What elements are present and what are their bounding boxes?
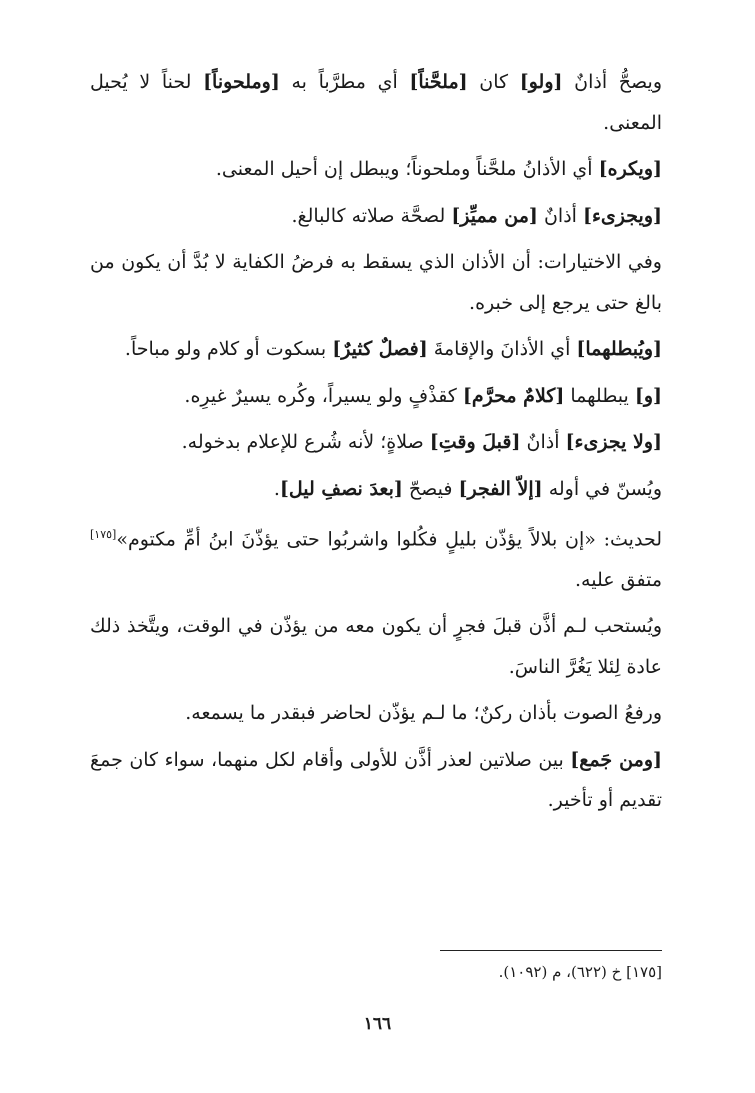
matn-text: [ولو] [519, 71, 563, 93]
sharh-text: أي مطرَّباً به [279, 71, 410, 93]
matn-text: [ويكره] [598, 158, 662, 180]
footnote-separator [440, 950, 662, 951]
matn-text: [قبلَ وقتِ] [429, 431, 521, 453]
sharh-text: صلاةٍ؛ لأنه شُرع للإعلام بدخوله. [181, 431, 430, 453]
paragraph [90, 376, 662, 417]
paragraph [90, 469, 662, 510]
paragraph [90, 515, 662, 600]
sharh-text: . [273, 477, 280, 500]
paragraph [90, 740, 662, 821]
sharh-text: كقذْفٍ ولو يسيراً، وكُره يسيرٌ غيرِه. [184, 384, 463, 407]
matn-text: [كلامٌ محرَّم] [462, 384, 565, 407]
paragraph [90, 693, 662, 734]
sharh-text: بسكوت أو كلام ولو مباحاً. [124, 338, 333, 360]
sharh-text: متفق عليه. [575, 568, 662, 591]
matn-text: [فصلٌ كثيرٌ] [332, 338, 428, 360]
paragraph [90, 422, 662, 463]
sharh-text: لحناً لا يُحيل المعنى. [90, 71, 662, 134]
sharh-text: أذانٌ [520, 431, 566, 453]
paragraph [90, 196, 662, 237]
sharh-text: ويُستحب لـم أذَّن قبلَ فجرٍ أن يكون معه من يؤذّن في الوقت، ويتَّخذ ذلك عادة لِئلا يَغُرَّ الناسَ. [90, 615, 662, 678]
matn-text: [ولا يجزىء] [565, 431, 662, 453]
body-text [90, 62, 662, 827]
sharh-text: ويصحُّ أذانٌ [562, 71, 662, 93]
matn-text: [وملحوناً] [203, 71, 280, 93]
sharh-text: ورفعُ الصوت بأذان ركنٌ؛ ما لـم يؤذّن لحاضر فبقدر ما يسمعه. [185, 702, 662, 725]
paragraph [90, 242, 662, 323]
paragraph [90, 606, 662, 687]
matn-text: [إلاّ الفجر] [458, 477, 543, 500]
matn-text: [بعدَ نصفِ ليل] [279, 477, 403, 500]
sharh-text: أي الأذانُ ملحَّناً وملحوناً؛ ويبطل إن أحيل المعنى. [215, 158, 599, 180]
sharh-text: لحديث: «إن بلالاً يؤذّن بليلٍ فكُلوا واشربُوا حتى يؤذّنَ ابنُ أمِّ مكتوم» [116, 528, 662, 551]
sharh-text: لصحَّة صلاته كالبالغ. [291, 204, 452, 227]
page-number: ١٦٦ [363, 1014, 392, 1034]
sharh-text: كان [467, 71, 520, 93]
sharh-text: بين صلاتين لعذر أذَّن للأولى وأقام لكل منهما، سواء كان جمعَ تقديم أو تأخير. [90, 748, 662, 812]
sharh-text: أذانٌ [537, 204, 583, 227]
sharh-text: وفي الاختيارات: أن الأذان الذي يسقط به فرضُ الكفاية لا بُدَّ أن يكون من بالغ حتى يرجع إلى خبره. [90, 251, 662, 314]
sharh-text: أي الأذانَ والإقامةَ [427, 338, 577, 360]
footnote: [١٧٥] خ (٦٢٢)، م (١٠٩٢). [498, 963, 662, 981]
paragraph [90, 149, 662, 190]
sharh-text: ويُسنّ في أوله [542, 477, 662, 500]
matn-text: [من مميِّز] [451, 204, 538, 227]
matn-text: [ويجزىء] [583, 204, 662, 227]
paragraph [90, 62, 662, 143]
sharh-text: يبطلهما [564, 384, 635, 407]
footnote-ref: [١٧٥] [90, 528, 117, 541]
matn-text: [ملحَّناً] [409, 71, 468, 93]
matn-text: [و] [634, 384, 662, 407]
sharh-text: فيصحّ [402, 477, 459, 500]
matn-text: [ويُبطلهما] [576, 338, 662, 360]
matn-text: [ومن جَمع] [570, 748, 662, 771]
paragraph [90, 329, 662, 370]
